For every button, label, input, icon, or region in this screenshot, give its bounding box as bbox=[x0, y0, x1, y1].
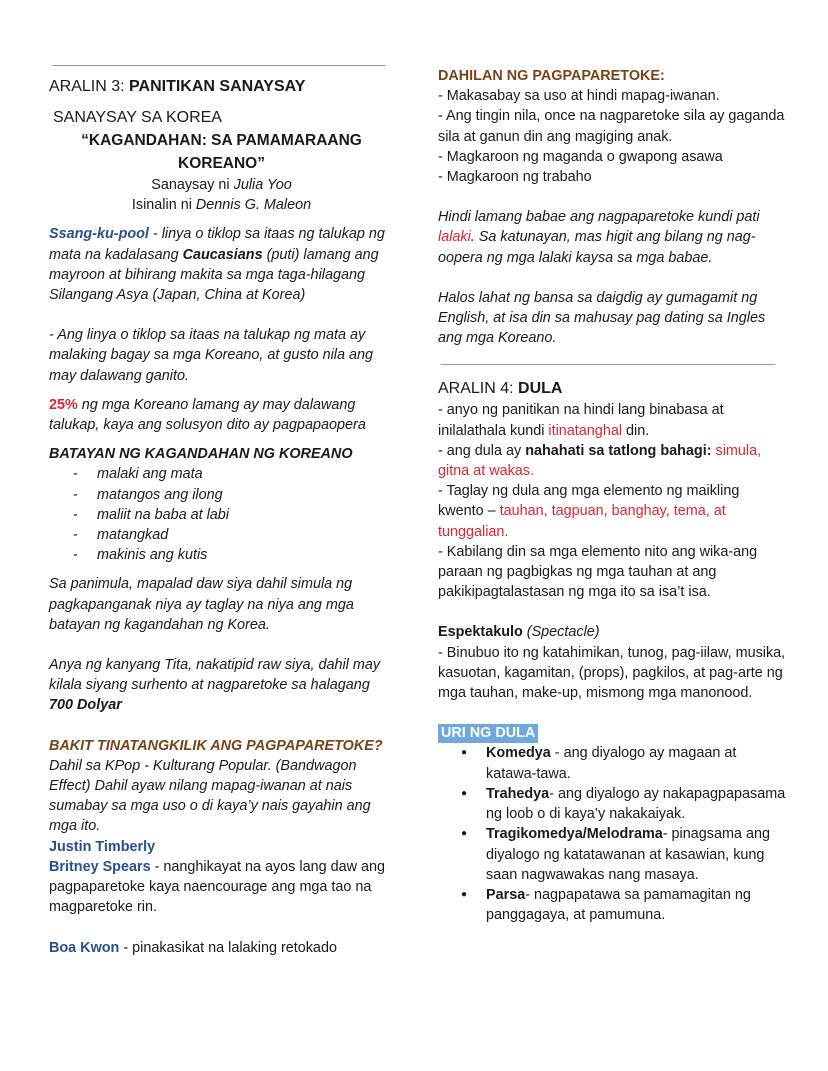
right-column bbox=[438, 66, 788, 925]
essay-author: Sanaysay ni Julia Yoo bbox=[151, 177, 292, 193]
panimula-paragraph: Sa panimula, mapalad daw siya dahil simula ng pagkapanganak niya ay taglay na niya ang mga batayan ng kagandahan ng Korea. bbox=[49, 576, 354, 633]
essay-title-line-1: “KAGANDAHAN: SA PAMAMARAANG bbox=[81, 132, 362, 149]
essay-translator: Isinalin ni Dennis G. Maleon bbox=[131, 197, 312, 214]
dula-point-1: - anyo ng panitikan na hindi lang binabasa at inilalathala kundi itinatanghal din. bbox=[438, 402, 724, 439]
list-item: ● Trahedya- ang diyalogo ay nakapagpapasama ng loob o di kaya’y nakakaiyak. bbox=[438, 784, 788, 824]
list-item: - makinis ang kutis bbox=[49, 545, 394, 565]
dula-point-4: - Kabilang din sa mga elemento nito ang wika-ang paraan ng pagbigkas ng mga tauhan at ang pakikipagtalastasan ng mga ito sa isa’t isa. bbox=[438, 543, 758, 601]
essay-title-line-2: KOREANO” bbox=[178, 155, 265, 172]
essay-title-block bbox=[49, 129, 394, 215]
percent-paragraph: 25% ng mga Koreano lamang ay may dalawang talukap, kaya ang solusyon dito ay pagpapaopera bbox=[49, 396, 366, 434]
dahilan-heading: DAHILAN NG PAGPAPARETOKE: bbox=[438, 68, 665, 84]
dahilan-item: - Makasabay sa uso at hindi mapag-iwanan. bbox=[438, 88, 720, 105]
list-item: - maliit na baba at labi bbox=[49, 505, 394, 525]
list-item: - matangkad bbox=[49, 525, 394, 545]
hindi-paragraph: Hindi lamang babae ang nagpaparetoke kundi pati lalaki. Sa katunayan, mas higit ang bilang ng nag-oopera ng mga lalaki kaysa sa mga babae. bbox=[438, 209, 760, 266]
tita-paragraph: Anya ng kanyang Tita, nakatipid raw siya, dahil may kilala siyang surhento at nagparetoke sa halagang 700 Dolyar bbox=[49, 657, 381, 714]
linya-paragraph: - Ang linya o tiklop sa itaas na talukap ng mata ay malaking bagay sa mga Koreano, at gusto nila ang may dalawang ganito. bbox=[49, 327, 374, 384]
batayan-list bbox=[49, 464, 394, 565]
list-item: ● Tragikomedya/Melodrama- pinagsama ang diyalogo ng katatawanan at kasawian, kung saan nagwawakas nang masaya. bbox=[438, 824, 788, 885]
britney-paragraph: Britney Spears - nanghikayat na ayos lang daw ang pagpaparetoke kaya naencourage ang mga tao na magparetoke rin. bbox=[49, 858, 385, 916]
dahilan-item: - Ang tingin nila, once na nagparetoke sila ay gaganda sila at ganun din ang magiging anak. bbox=[438, 108, 785, 145]
justin-name: Justin Timberly bbox=[49, 838, 156, 855]
ssang-term: Ssang-ku-pool bbox=[49, 226, 149, 243]
dula-point-2: - ang dula ay nahahati sa tatlong bahagi: simula, gitna at wakas. bbox=[438, 442, 762, 480]
list-item: - malaki ang mata bbox=[49, 464, 394, 484]
dula-point-3: - Taglay ng dula ang mga elemento ng maikling kwento – tauhan, tagpuan, banghay, tema, at tunggalian. bbox=[438, 483, 740, 540]
uri-heading-wrap bbox=[438, 723, 788, 743]
lesson-3-heading: ARALIN 3: PANITIKAN SANAYSAY bbox=[49, 78, 306, 95]
top-rule-left bbox=[52, 65, 386, 66]
list-item: ● Komedya - ang diyalogo ay magaan at katawa-tawa. bbox=[438, 743, 788, 783]
espektakulo-text: - Binubuo ito ng katahimikan, tunog, pag-iilaw, musika, kasuotan, kagamitan, (props), pagkilos, at pag-arte ng mga tauhan, make-up, mismong mga manonood. bbox=[438, 644, 786, 702]
bakit-heading: BAKIT TINATANGKILIK ANG PAGPAPARETOKE? bbox=[49, 737, 383, 754]
list-item: - matangos ang ilong bbox=[49, 485, 394, 505]
uri-list bbox=[438, 743, 788, 925]
halos-paragraph: Halos lahat ng bansa sa daigdig ay gumagamit ng English, at isa din sa mahusay pag dating sa Ingles ang mga Koreano. bbox=[438, 289, 766, 347]
list-item: ● Parsa- nagpapatawa sa pamamagitan ng panggagaya, at pamumuna. bbox=[438, 885, 788, 925]
dahilan-item: - Magkaroon ng trabaho bbox=[438, 169, 592, 186]
espektakulo-heading: Espektakulo (Spectacle) bbox=[438, 624, 600, 641]
left-column bbox=[49, 76, 394, 958]
dahilan-item: - Magkaroon ng maganda o gwapong asawa bbox=[438, 148, 723, 165]
section-heading: SANAYSAY SA KOREA bbox=[53, 109, 222, 126]
ssang-definition: Ssang-ku-pool - linya o tiklop sa itaas ng talukap ng mata na kadalasang Caucasians (puti) lamang ang mayroon at bihirang makita sa mga taga-hilagang Silangang Asya (Japan, China at Korea) bbox=[49, 226, 385, 304]
batayan-heading: BATAYAN NG KAGANDAHAN NG KOREANO bbox=[49, 446, 353, 463]
boa-paragraph: Boa Kwon - pinakasikat na lalaking retokado bbox=[49, 939, 337, 956]
bakit-paragraph: Dahil sa KPop - Kulturang Popular. (Bandwagon Effect) Dahil ayaw nilang mapag-iwanan at nais sumabay sa mga uso o di kaya’y nais gayahin ang mga ito. bbox=[49, 757, 371, 835]
uri-heading: URI NG DULA bbox=[438, 724, 538, 743]
lesson-4-heading: ARALIN 4: DULA bbox=[438, 380, 563, 398]
